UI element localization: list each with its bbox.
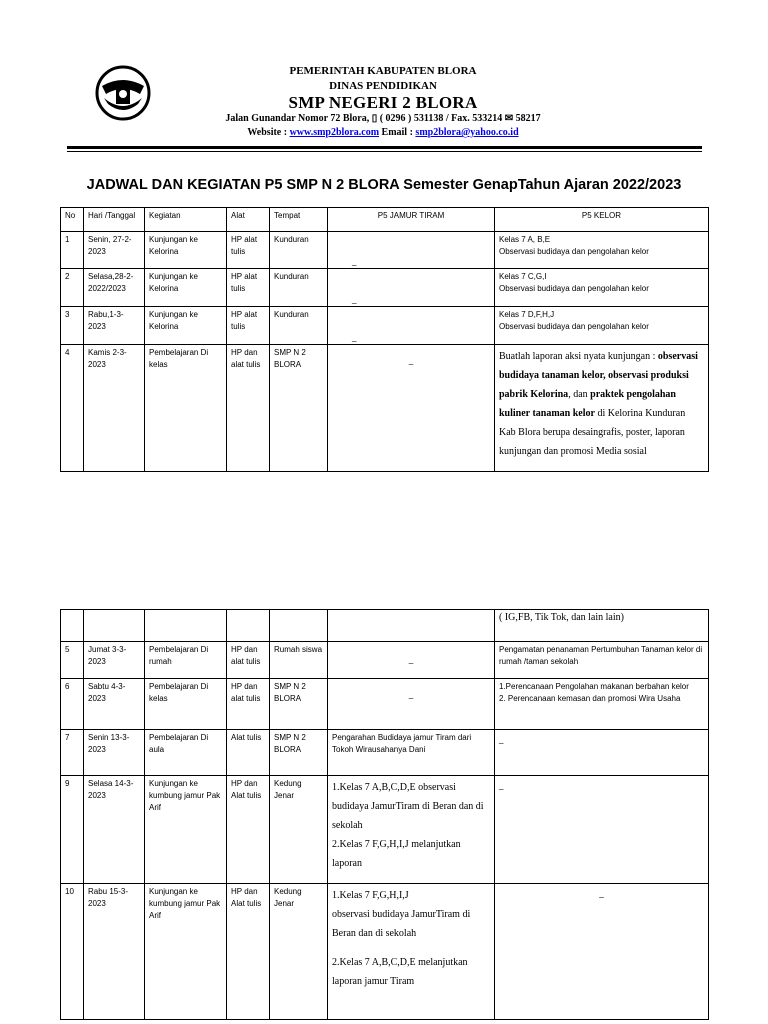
cell-jamur-line: observasi budidaya JamurTiram di Beran dan di sekolah (332, 909, 471, 939)
cell-kelor (495, 269, 709, 307)
cell-kelor: _ (495, 730, 709, 776)
cell-tempat: SMP N 2 BLORA (270, 730, 328, 776)
cell-no: 2 (61, 269, 84, 307)
cell-alat: Alat tulis (227, 730, 270, 776)
table-row (61, 884, 709, 1020)
letterhead-rule-thick (67, 146, 702, 149)
kelor-connector: , dan (568, 389, 588, 400)
table-row (61, 642, 709, 679)
cell-kelor-line: Observasi budidaya dan pengolahan kelor (499, 322, 649, 331)
document-title: JADWAL DAN KEGIATAN P5 SMP N 2 BLORA Semester GenapTahun Ajaran 2022/2023 (86, 177, 682, 193)
cell-jamur-line: 2.Kelas 7 A,B,C,D,E melanjutkan laporan jamur Tiram (332, 957, 468, 987)
table-row (61, 776, 709, 884)
school-name: SMP NEGERI 2 BLORA (288, 93, 478, 112)
department-name: DINAS PENDIDIKAN (329, 80, 437, 92)
cell-kelor-line: Kelas 7 A, B,E (499, 235, 551, 244)
cell-tempat (270, 610, 328, 642)
cell-hari: Rabu,1-3-2023 (84, 307, 145, 345)
cell-alat: HP dan alat tulis (227, 642, 270, 679)
cell-hari: Sabtu 4-3-2023 (84, 679, 145, 730)
cell-kelor: _ (495, 884, 709, 1020)
cell-kegiatan: Kunjungan ke kumbung jamur Pak Arif (145, 884, 227, 1020)
cell-alat: HP dan alat tulis (227, 345, 270, 472)
cell-kelor-line: Observasi budidaya dan pengolahan kelor (499, 284, 649, 293)
cell-jamur (328, 232, 495, 269)
cell-kegiatan: Kunjungan ke Kelorina (145, 269, 227, 307)
cell-alat (227, 610, 270, 642)
cell-no (61, 610, 84, 642)
table-row (61, 345, 709, 472)
cell-no: 10 (61, 884, 84, 1020)
government-name: PEMERINTAH KABUPATEN BLORA (289, 65, 477, 77)
website-link[interactable]: www.smp2blora.com (289, 127, 380, 138)
cell-kegiatan: Pembelajaran Di rumah (145, 642, 227, 679)
cell-jamur-line: 2.Kelas 7 F,G,H,I,J melanjutkan laporan (332, 839, 461, 869)
cell-alat: HP dan Alat tulis (227, 884, 270, 1020)
cell-jamur: _ (328, 642, 495, 679)
cell-kegiatan (145, 610, 227, 642)
cell-no: 3 (61, 307, 84, 345)
cell-kelor (495, 232, 709, 269)
cell-no: 7 (61, 730, 84, 776)
cell-no: 9 (61, 776, 84, 884)
cell-no: 5 (61, 642, 84, 679)
cell-hari: Senin, 27-2-2023 (84, 232, 145, 269)
cell-kelor (495, 307, 709, 345)
cell-jamur-text: _ (352, 257, 357, 266)
kelor-praktek: praktek pengolahan kuliner tanaman kelor (499, 389, 676, 419)
table-row (61, 269, 709, 307)
header-kelor: P5 KELOR (495, 208, 709, 232)
cell-hari (84, 610, 145, 642)
table-row (61, 679, 709, 730)
cell-jamur (328, 776, 495, 884)
cell-jamur (328, 307, 495, 345)
cell-kelor-line: Kelas 7 D,F,H,J (499, 310, 555, 319)
school-address: Jalan Gunandar Nomor 72 Blora, ▯ ( 0296 ) 531138 / Fax. 533214 ✉ 58217 (225, 113, 541, 124)
table-header-row (61, 208, 709, 232)
cell-kelor: _ (495, 776, 709, 884)
cell-jamur: _ (328, 345, 495, 472)
kelor-observasi-pabrik: observasi produksi pabrik Kelorina (499, 370, 689, 400)
cell-tempat: Kedung Jenar (270, 776, 328, 884)
cell-kelor: ( IG,FB, Tik Tok, dan lain lain) (495, 610, 709, 642)
cell-tempat: SMP N 2 BLORA (270, 345, 328, 472)
cell-kelor-line: Kelas 7 C,G,I (499, 272, 547, 281)
cell-hari: Senin 13-3-2023 (84, 730, 145, 776)
cell-kelor: Pengamatan penanaman Pertumbuhan Tanaman kelor di rumah /taman sekolah (495, 642, 709, 679)
cell-alat: HP alat tulis (227, 307, 270, 345)
cell-kegiatan: Pembelajaran Di kelas (145, 345, 227, 472)
website-label: Website : (247, 127, 288, 138)
cell-jamur-line: 1.Kelas 7 A,B,C,D,E observasi budidaya JamurTiram di Beran dan di sekolah (332, 782, 484, 831)
cell-tempat: SMP N 2 BLORA (270, 679, 328, 730)
cell-tempat: Kedung Jenar (270, 884, 328, 1020)
table-row (61, 232, 709, 269)
email-label: Email : (381, 127, 413, 138)
header-kegiatan: Kegiatan (145, 208, 227, 232)
cell-alat: HP alat tulis (227, 232, 270, 269)
cell-hari: Jumat 3-3-2023 (84, 642, 145, 679)
cell-jamur-text: _ (352, 295, 357, 304)
cell-kegiatan: Kunjungan ke Kelorina (145, 232, 227, 269)
email-link[interactable]: smp2blora@yahoo.co.id (415, 127, 519, 138)
cell-kelor-line: Observasi budidaya dan pengolahan kelor (499, 247, 649, 256)
cell-kelor-line: 1.Perencanaan Pengolahan makanan berbahan kelor (499, 682, 689, 691)
table-row (61, 730, 709, 776)
kelor-location-output: di Kelorina Kunduran Kab Blora berupa desaingrafis, poster, laporan kunjungan dan promosi Media sosial (499, 408, 686, 457)
kelor-observasi-tanaman: observasi budidaya tanaman kelor, (499, 351, 698, 381)
cell-jamur-text: _ (352, 333, 357, 342)
schedule-table-part1 (60, 207, 709, 472)
cell-no: 6 (61, 679, 84, 730)
school-crest-logo (94, 64, 152, 122)
table-row (61, 307, 709, 345)
cell-kelor-line: 2. Perencanaan kemasan dan promosi Wira Usaha (499, 694, 681, 703)
cell-no: 4 (61, 345, 84, 472)
header-alat: Alat (227, 208, 270, 232)
contact-line (160, 127, 606, 138)
header-no: No (61, 208, 84, 232)
cell-hari: Selasa,28-2-2022/2023 (84, 269, 145, 307)
cell-alat: HP dan alat tulis (227, 679, 270, 730)
table-row (61, 610, 709, 642)
cell-kegiatan: Kunjungan ke Kelorina (145, 307, 227, 345)
cell-tempat: Rumah siswa (270, 642, 328, 679)
cell-kegiatan: Pembelajaran Di aula (145, 730, 227, 776)
cell-jamur (328, 884, 495, 1020)
cell-jamur (328, 610, 495, 642)
cell-hari: Kamis 2-3-2023 (84, 345, 145, 472)
header-tempat: Tempat (270, 208, 328, 232)
cell-tempat: Kunduran (270, 307, 328, 345)
header-hari: Hari /Tanggal (84, 208, 145, 232)
cell-no: 1 (61, 232, 84, 269)
cell-alat: HP dan Alat tulis (227, 776, 270, 884)
cell-tempat: Kunduran (270, 232, 328, 269)
cell-hari: Selasa 14-3-2023 (84, 776, 145, 884)
cell-alat: HP alat tulis (227, 269, 270, 307)
letterhead-rule-thin (67, 151, 702, 152)
cell-hari: Rabu 15-3-2023 (84, 884, 145, 1020)
cell-kelor (495, 679, 709, 730)
cell-tempat: Kunduran (270, 269, 328, 307)
cell-kegiatan: Kunjungan ke kumbung jamur Pak Arif (145, 776, 227, 884)
cell-kegiatan: Pembelajaran Di kelas (145, 679, 227, 730)
header-jamur-tiram: P5 JAMUR TIRAM (328, 208, 495, 232)
schedule-table-part2 (60, 609, 709, 1020)
cell-jamur (328, 269, 495, 307)
cell-jamur-line: 1.Kelas 7 F,G,H,I,J (332, 890, 409, 901)
cell-kelor (495, 345, 709, 472)
cell-jamur: _ (328, 679, 495, 730)
kelor-instruction: Buatlah laporan aksi nyata kunjungan : (499, 351, 656, 362)
cell-jamur: Pengarahan Budidaya jamur Tiram dari Tokoh Wirausahanya Dani (328, 730, 495, 776)
